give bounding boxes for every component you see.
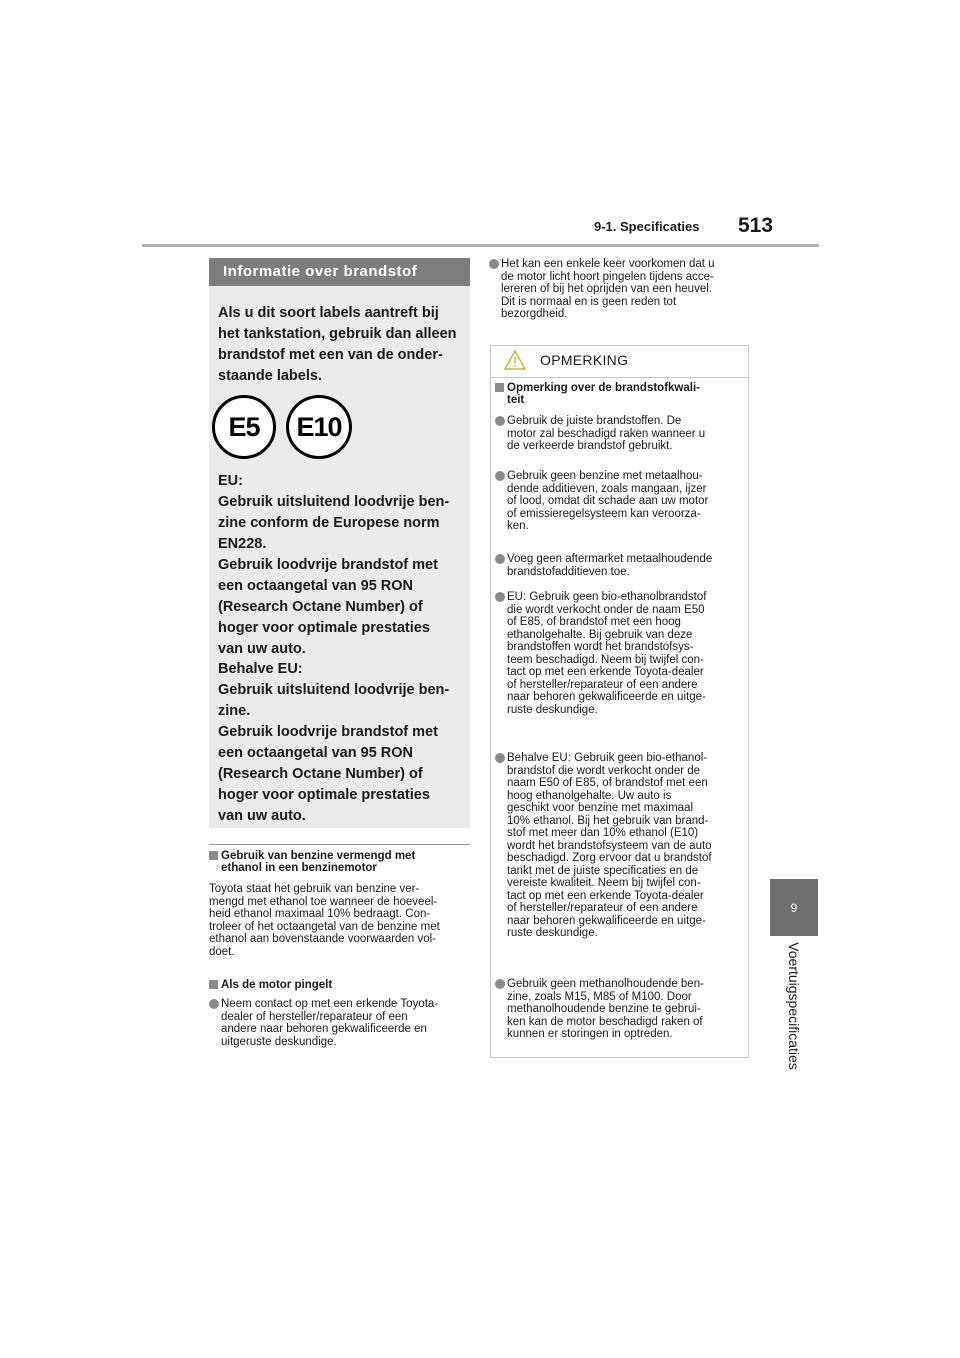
bullet-line: naam E50 of E85, of brandstof met een [507,777,708,789]
warning-triangle-icon [504,350,526,370]
eu-line: EN228. [218,536,267,552]
eu-requirements [218,471,466,660]
heading-line: Als de motor pingelt [221,979,333,991]
ethanol-gasoline-body [209,883,471,958]
bullet-line: 10% ethanol. Bij het gebruik van brand- [507,814,709,827]
bullet-line: lereren of bij het oprijden van een heuvel. [501,283,712,295]
bullet-line: Gebruik geen benzine met metaalhou- [507,470,703,482]
section-divider [209,844,470,845]
bullet-line: stof met meer dan 10% ethanol (E10) [507,827,699,839]
bullet-line: Gebruik de juiste brandstoffen. De [507,415,682,427]
bullet-line: dende additieven, zoals mangaan, ijzer [507,482,707,495]
heading-line: Gebruik van benzine vermengd met [221,850,416,862]
knocking-normal-bullet [489,258,751,321]
square-bullet-icon [209,851,218,860]
header-rule [142,244,819,247]
circle-bullet-icon [495,753,505,763]
bullet-line: hoog ethanolgehalte. Uw auto is [507,789,672,802]
bullet-line: dealer of hersteller/reparateur of een [221,1010,408,1023]
heading-line: teit [507,394,525,406]
section-title: 9-1. Specificaties [594,219,700,234]
bullet-line: brandstoffen wordt het brandstofsys- [507,641,694,653]
non-eu-requirements [218,659,466,827]
intro-line: het tankstation, gebruik dan alleen [218,326,457,342]
intro-line: staande labels. [218,368,322,384]
bullet-line: zine, zoals M15, M85 of M100. Door [507,990,692,1003]
notice-heading [495,382,743,406]
circle-bullet-icon [495,554,505,564]
bullet-line: naar behoren gekwalificeerde en uitge- [507,691,706,703]
heading-line: ethanol in een benzinemotor [221,862,377,874]
chapter-tab[interactable] [770,879,818,936]
non-eu-line: Gebruik loodvrije brandstof met [218,724,438,740]
circle-bullet-icon [495,592,505,602]
bullet-line: Voeg geen aftermarket metaalhoudende [507,553,713,565]
bullet-line: Het kan een enkele keer voorkomen dat u [501,258,715,270]
bullet-line: tankt met de juiste specificaties en de [507,864,699,877]
bullet-line: of emissieregelsysteem kan veroorza- [507,507,701,520]
ethanol-gasoline-heading [209,850,469,874]
eu-line: Gebruik uitsluitend loodvrije ben- [218,494,450,510]
bullet-line: EU: Gebruik geen bio-ethanolbrandstof [507,591,707,603]
bullet-line: ethanolgehalte. Bij gebruik van deze [507,628,693,641]
engine-knock-bullet [209,998,471,1048]
non-eu-line: Gebruik uitsluitend loodvrije ben- [218,682,450,698]
notice-bullet [495,470,743,533]
bullet-line: Gebruik geen methanolhoudende ben- [507,978,704,990]
square-bullet-icon [495,383,504,392]
bullet-line: brandstofadditieven toe. [507,565,630,578]
notice-label: OPMERKING [540,352,629,368]
circle-bullet-icon [495,979,505,989]
notice-header-divider [491,377,748,378]
non-eu-line: Behalve EU: [218,661,303,677]
bullet-line: bezorgdheid. [501,308,568,320]
circle-bullet-icon [495,471,505,481]
circle-bullet-icon [209,999,219,1009]
non-eu-line: een octaangetal van 95 RON [218,745,414,761]
eu-line: zine conform de Europese norm [218,515,440,531]
body-line: Toyota staat het gebruik van benzine ver- [209,883,420,895]
non-eu-line: hoger voor optimale prestaties [218,787,430,803]
notice-bullet [495,415,743,453]
fuel-label-intro [218,303,466,387]
notice-bullet [495,752,743,940]
body-line: doet. [209,945,235,958]
intro-line: Als u dit soort labels aantreft bij [218,305,439,321]
notice-bullet [495,591,743,716]
bullet-line: beschadigd. Zorg ervoor dat u brandstof [507,852,712,864]
bullet-line: brandstof die wordt verkocht onder de [507,764,701,777]
body-line: troleer of het octaangetal van de benzine met [209,920,440,933]
heading-line: Opmerking over de brandstofkwali- [507,382,700,394]
bullet-line: methanolhoudende benzine te gebrui- [507,1003,701,1015]
notice-bullet [495,978,743,1041]
bullet-line: ruste deskundige. [507,703,598,716]
bullet-line: motor zal beschadigd raken wanneer u [507,427,706,440]
fuel-info-title: Informatie over brandstof [209,258,470,286]
eu-line: van uw auto. [218,641,306,657]
bullet-line: of E85, of brandstof met een hoog [507,616,681,628]
bullet-line: of hersteller/reparateur of een andere [507,678,698,691]
circle-bullet-icon [495,416,505,426]
bullet-line: de verkeerde brandstof gebruikt. [507,440,673,452]
eu-line: een octaangetal van 95 RON [218,578,414,594]
bullet-line: Behalve EU: Gebruik geen bio-ethanol- [507,752,708,764]
bullet-line: de motor licht hoort pingelen tijdens acce- [501,270,714,283]
non-eu-line: van uw auto. [218,808,306,824]
bullet-line: ken. [507,520,529,532]
page-number: 513 [738,214,774,237]
e5-label-icon: E5 [212,395,276,459]
e10-label-icon: E10 [286,395,352,459]
bullet-line: andere naar behoren gekwalificeerde en [221,1023,427,1035]
bullet-line: ruste deskundige. [507,927,598,939]
chapter-number: 9 [790,900,798,915]
bullet-line: kunnen er storingen in optreden. [507,1028,673,1040]
bullet-line: geschikt voor benzine met maximaal [507,802,693,814]
bullet-line: of hersteller/reparateur of een andere [507,902,698,914]
circle-bullet-icon [489,259,499,269]
bullet-line: vereiste kwaliteit. Neem bij twijfel con- [507,877,701,889]
eu-line: Gebruik loodvrije brandstof met [218,557,438,573]
eu-line: hoger voor optimale prestaties [218,620,430,636]
chapter-title: Voertuigspecificaties [786,942,802,1070]
non-eu-line: (Research Octane Number) of [218,766,423,782]
bullet-line: wordt het brandstofsysteem van de auto [507,839,712,852]
bullet-line: tact op met een erkende Toyota-dealer [507,889,704,902]
bullet-line: uitgeruste deskundige. [221,1035,337,1048]
non-eu-line: zine. [218,703,251,719]
bullet-line: Dit is normaal en is geen reden tot [501,295,677,308]
bullet-line: die wordt verkocht onder de naam E50 [507,603,705,616]
eu-line: (Research Octane Number) of [218,599,423,615]
bullet-line: naar behoren gekwalificeerde en uitge- [507,914,706,927]
notice-bullet [495,553,743,578]
bullet-line: Neem contact op met een erkende Toyota- [221,998,439,1010]
body-line: ethanol aan bovenstaande voorwaarden vol- [209,933,436,945]
engine-knock-heading [209,979,469,991]
eu-line: EU: [218,473,243,489]
bullet-line: of lood, omdat dit schade aan uw motor [507,495,709,507]
body-line: heid ethanol maximaal 10% bedraagt. Con- [209,908,431,920]
square-bullet-icon [209,980,218,989]
bullet-line: tact op met een erkende Toyota-dealer [507,666,704,678]
intro-line: brandstof met een van de onder- [218,347,443,363]
body-line: mengd met ethanol toe wanneer de hoeveel- [209,895,438,908]
fuel-label-icons [212,395,352,462]
bullet-line: teem beschadigd. Neem bij twijfel con- [507,653,704,666]
bullet-line: ken kan de motor beschadigd raken of [507,1015,703,1028]
